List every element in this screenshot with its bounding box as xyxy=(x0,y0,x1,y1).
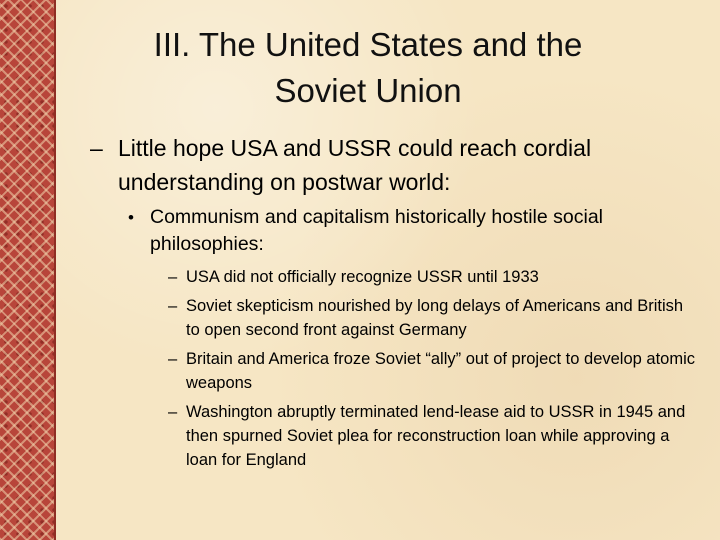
decorative-border xyxy=(0,0,56,540)
sub-bullet xyxy=(168,347,698,395)
dash-marker: – xyxy=(168,350,178,368)
sub-bullet-text: Soviet skepticism nourished by long delays of Americans and British to open second front against Germany xyxy=(186,297,684,339)
dash-marker: – xyxy=(168,268,178,286)
bullet-level2 xyxy=(128,204,688,258)
sub-bullet xyxy=(168,400,698,472)
dash-marker: – xyxy=(168,297,178,315)
title-line-2: Soviet Union xyxy=(274,72,462,109)
dash-marker: – xyxy=(90,135,103,161)
bullet-marker: • xyxy=(128,208,134,227)
sub-bullet-text: Washington abruptly terminated lend-lease aid to USSR in 1945 and then spurned Soviet plea for reconstruction loan while approving a loan for England xyxy=(186,403,686,469)
bullet-text: Communism and capitalism historically hostile social philosophies: xyxy=(150,206,603,255)
title-line-1: III. The United States and the xyxy=(153,26,583,63)
dash-marker: – xyxy=(168,403,178,421)
sub-bullet-text: USA did not officially recognize USSR until 1933 xyxy=(186,268,539,286)
slide-title xyxy=(90,22,646,114)
bullet-text: Little hope USA and USSR could reach cordial understanding on postwar world: xyxy=(118,135,592,195)
sub-bullet xyxy=(168,294,698,342)
sub-bullet-text: Britain and America froze Soviet “ally” out of project to develop atomic weapons xyxy=(186,350,695,392)
bullet-level1 xyxy=(90,131,690,199)
sub-bullet xyxy=(168,265,698,289)
